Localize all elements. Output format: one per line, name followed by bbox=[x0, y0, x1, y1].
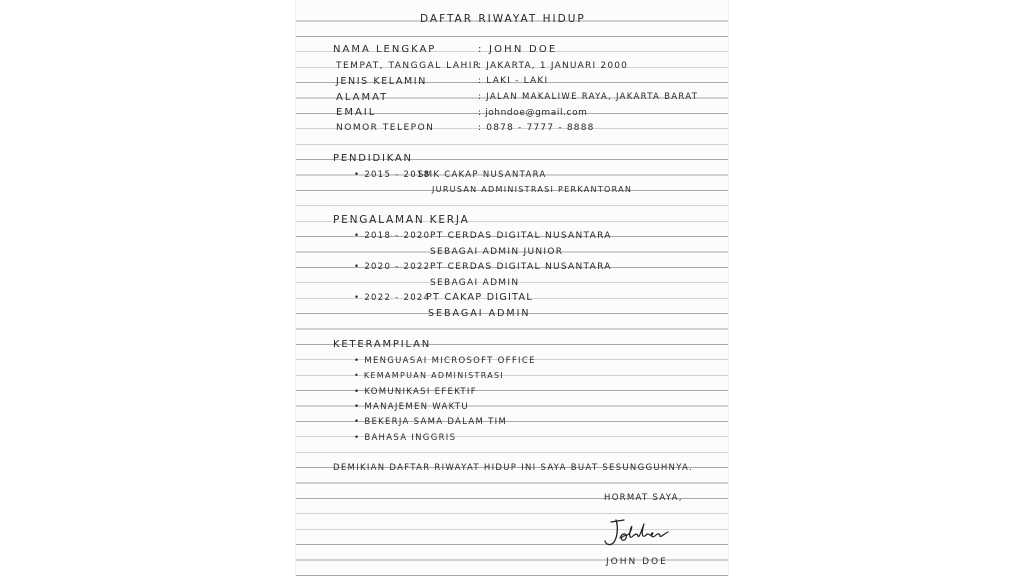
regards-text: HORMAT SAYA, bbox=[604, 493, 683, 503]
label-birth-place-date: TEMPAT, TANGGAL LAHIR bbox=[336, 61, 481, 71]
label-email: EMAIL bbox=[336, 107, 377, 118]
value-birth-place-date: : JAKARTA, 1 JANUARI 2000 bbox=[478, 61, 629, 71]
experience-role: SEBAGAI ADMIN JUNIOR bbox=[430, 247, 564, 257]
education-major: JURUSAN ADMINISTRASI PERKANTORAN bbox=[432, 185, 633, 194]
lined-paper bbox=[296, 0, 728, 576]
signature-image bbox=[602, 516, 672, 550]
skill-item: • KOMUNIKASI EFEKTIF bbox=[354, 387, 477, 397]
experience-role: SEBAGAI ADMIN bbox=[430, 278, 520, 288]
value-gender: : LAKI - LAKI bbox=[478, 76, 549, 86]
value-phone: : 0878 - 7777 - 8888 bbox=[478, 123, 595, 133]
skill-item: • KEMAMPUAN ADMINISTRASI bbox=[354, 371, 505, 380]
experience-period: • 2018 - 2020 bbox=[354, 231, 431, 241]
experience-heading: PENGALAMAN KERJA bbox=[333, 214, 470, 226]
skills-heading: KETERAMPILAN bbox=[333, 339, 432, 350]
education-period: • 2015 - 2018 bbox=[354, 170, 431, 180]
signer-name: JOHN DOE bbox=[606, 557, 668, 567]
document-title: DAFTAR RIWAYAT HIDUP bbox=[420, 13, 586, 25]
skill-item: • BAHASA INGGRIS bbox=[354, 433, 457, 443]
value-full-name: : JOHN DOE bbox=[478, 44, 558, 55]
experience-company: PT CERDAS DIGITAL NUSANTARA bbox=[430, 262, 612, 272]
skill-item: • BEKERJA SAMA DALAM TIM bbox=[354, 417, 508, 427]
label-phone: NOMOR TELEPON bbox=[336, 123, 435, 133]
experience-role: SEBAGAI ADMIN bbox=[428, 308, 531, 319]
education-school: SMK CAKAP NUSANTARA bbox=[418, 170, 547, 180]
experience-company: PT CAKAP DIGITAL bbox=[426, 292, 533, 303]
experience-period: • 2022 - 2024 bbox=[354, 293, 431, 303]
skill-item: • MENGUASAI MICROSOFT OFFICE bbox=[354, 356, 536, 366]
education-heading: PENDIDIKAN bbox=[333, 153, 413, 164]
label-address: ALAMAT bbox=[336, 92, 389, 103]
label-gender: JENIS KELAMIN bbox=[336, 76, 427, 87]
label-full-name: NAMA LENGKAP bbox=[333, 44, 437, 55]
experience-company: PT CERDAS DIGITAL NUSANTARA bbox=[430, 231, 612, 241]
experience-period: • 2020 - 2022 bbox=[354, 262, 431, 272]
closing-statement: DEMIKIAN DAFTAR RIWAYAT HIDUP INI SAYA BUAT SESUNGGUHNYA. bbox=[333, 463, 694, 473]
skill-item: • MANAJEMEN WAKTU bbox=[354, 402, 469, 412]
value-address: : JALAN MAKALIWE RAYA, JAKARTA BARAT bbox=[478, 92, 699, 102]
value-email: : johndoe@gmail.com bbox=[478, 108, 588, 118]
